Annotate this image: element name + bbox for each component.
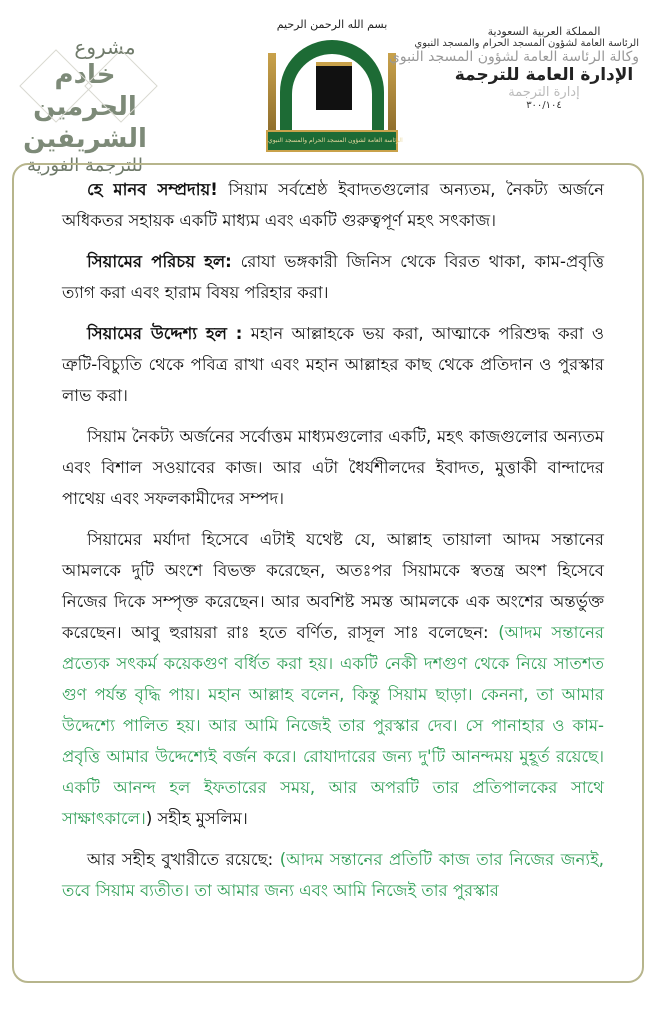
header-line: المملكة العربية السعودية [487,25,601,38]
paragraph-text: রোযা ভঙ্গকারী জিনিস থেকে বিরত থাকা, কাম-প্রবৃত্তি ত্যাগ করা এবং হারাম বিষয় পরিহার করা। [62,252,605,302]
document-body [62,174,604,916]
kaaba-icon [316,62,352,110]
paragraph-text: আর সহীহ বুখারীতে রয়েছে: [87,850,280,869]
paragraph-text: সিয়ামের মর্যাদা হিসেবে এটাই যথেষ্ট যে, আল্লাহ তায়ালা আদম সন্তানের আমলকে দুটি অংশে বিভক্ত করেছেন, অতঃপর সিয়ামকে স্বতন্ত্র অংশ হিসেবে নিজের দিকে সম্পৃক্ত করেছেন। আর অবশিষ্ট সমস্ত আমলকে এক অংশের অন্তর্ভুক্ত করেছেন। আবু হুরায়রা রাঃ হতে বর্ণিত, রাসূল সাঃ বলেছেন: [62,530,604,642]
basmala: بسم الله الرحمن الرحيم [276,18,388,31]
minaret-icon [388,53,396,138]
emblem-band: الرئاسة العامة لشؤون المسجد الحرام والمسجد النبوي [266,130,398,152]
header-line: الإدارة العامة للترجمة [454,65,634,85]
hadith-quote: (আদম সন্তানের প্রত্যেক সৎকর্ম কয়েকগুণ বর্ধিত করা হয়। একটি নেকী দশগুণ থেকে নিয়ে সাতশত গুণ পর্যন্ত বৃদ্ধি পায়। মহান আল্লাহ বলেন, কিন্তু সিয়াম ছাড়া। কেননা, তা আমার উদ্দেশ্যে পালিত হয়। আর আমি নিজেই তার পুরস্কার দেব। সে পানাহার ও কাম-প্রবৃত্তি আমার উদ্দেশ্যেই বর্জন করে। রোযাদারের জন্য দু'টি আনন্দময় মুহূর্ত রয়েছে। একটি আনন্দ হল ইফতারের সময়, আর অপরটি তার প্রতিপালকের সাথে সাক্ষাৎকালে। [62,623,605,828]
minaret-icon [268,53,276,138]
logo-text-line: للترجمة الفورية [27,155,143,176]
hadith-quote: (আদম সন্তানের প্রতিটি কাজ তার নিজের জন্যই, তবে সিয়াম ব্যতীত। তা আমার জন্য এবং আমি নিজেই তার পুরস্কার [62,850,604,900]
department-header [388,25,639,111]
paragraph-text: সিয়াম সর্বশ্রেষ্ঠ ইবাদতগুলোর অন্যতম, নৈকট্য অর্জনে অধিকতর সহায়ক একটি মাধ্যম এবং একটি গুরুত্বপূর্ণ মহৎ সৎকাজ। [62,180,604,230]
paragraph-heading: সিয়ামের পরিচয় হল: [87,252,232,271]
logo-text-line: مشروع [74,35,136,59]
paragraph [62,844,604,906]
paragraph [62,318,604,411]
project-logo [10,35,160,176]
header-line: الرئاسة العامة لشؤون المسجد الحرام والمسجد النبوي [414,38,639,49]
header-line: إدارة الترجمة [508,85,580,100]
logo-text-line: خادم الحرمين الشريفين [23,60,147,154]
paragraph-text: সিয়াম নৈকট্য অর্জনের সর্বোত্তম মাধ্যমগুলোর একটি, মহৎ কাজগুলোর অন্যতম এবং বিশাল সওয়াবের কাজ। আর এটা ধৈর্যশীলদের ইবাদত, মুত্তাকী বান্দাদের পাথেয় এবং সফলকামীদের সম্পদ। [62,427,604,508]
paragraph [62,174,604,236]
paragraph [62,524,604,834]
paragraph-text: মহান আল্লাহকে ভয় করা, আত্মাকে পরিশুদ্ধ করা ও ত্রুটি-বিচ্যুতি থেকে পবিত্র রাখা এবং মহান আল্লাহর কাছ থেকে প্রতিদান ও পুরস্কার লাভ করা। [62,324,604,405]
header-line: وكالة الرئاسة العامة لشؤون المسجد النبوي [388,49,639,65]
paragraph [62,421,604,514]
hadith-source: ) সহীহ মুসলিম। [145,809,248,828]
reference-number: ٣٠٠/١٠٤ [526,100,562,111]
presidency-emblem [262,18,402,153]
paragraph-heading: হে মানব সম্প্রদায়! [87,180,218,199]
paragraph-heading: সিয়ামের উদ্দেশ্য হল : [87,324,243,343]
paragraph [62,246,604,308]
